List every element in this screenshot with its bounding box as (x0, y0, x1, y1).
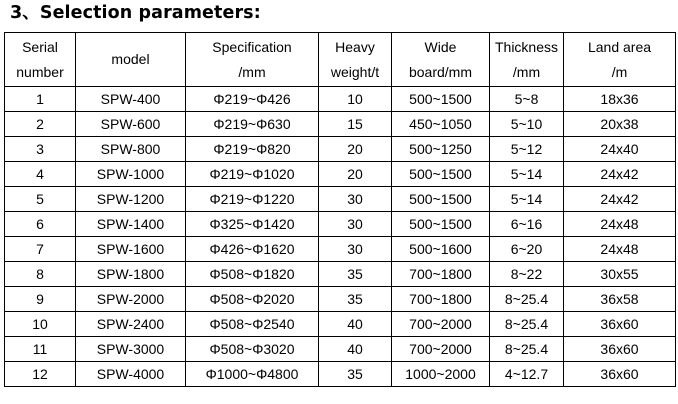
table-row (5, 212, 676, 237)
table-row (5, 362, 676, 387)
cell-heavy-weight: 40 (319, 337, 392, 362)
header-text: Specification (212, 38, 292, 55)
cell-heavy-weight: 40 (319, 312, 392, 337)
cell-model: SPW-4000 (76, 362, 186, 387)
cell-wide-board: 500~1500 (392, 87, 490, 112)
cell-heavy-weight: 35 (319, 362, 392, 387)
cell-model: SPW-2000 (76, 287, 186, 312)
cell-thickness: 6~20 (490, 237, 564, 262)
cell-wide-board: 700~2000 (392, 312, 490, 337)
cell-wide-board: 500~1500 (392, 162, 490, 187)
cell-wide-board: 500~1500 (392, 212, 490, 237)
cell-specification: Φ508~Φ3020 (186, 337, 319, 362)
cell-thickness: 5~14 (490, 187, 564, 212)
cell-heavy-weight: 35 (319, 262, 392, 287)
cell-specification: Φ1000~Φ4800 (186, 362, 319, 387)
cell-wide-board: 500~1500 (392, 187, 490, 212)
header-heavy-weight (319, 33, 392, 87)
cell-model: SPW-2400 (76, 312, 186, 337)
cell-land-area: 36x60 (564, 312, 676, 337)
header-text: Heavy (335, 38, 375, 55)
cell-thickness: 5~8 (490, 87, 564, 112)
cell-heavy-weight: 30 (319, 187, 392, 212)
header-thickness (490, 33, 564, 87)
header-wide-board (392, 33, 490, 87)
cell-serial-number: 3 (5, 137, 76, 162)
cell-wide-board: 500~1250 (392, 137, 490, 162)
header-text: Serial (22, 38, 58, 55)
cell-land-area: 24x42 (564, 187, 676, 212)
cell-wide-board: 1000~2000 (392, 362, 490, 387)
cell-wide-board: 700~2000 (392, 337, 490, 362)
cell-specification: Φ426~Φ1620 (186, 237, 319, 262)
cell-land-area: 18x36 (564, 87, 676, 112)
header-text: /mm (238, 63, 266, 80)
header-land-area (564, 33, 676, 87)
cell-land-area: 36x58 (564, 287, 676, 312)
table-row (5, 187, 676, 212)
cell-specification: Φ325~Φ1420 (186, 212, 319, 237)
table-row (5, 237, 676, 262)
cell-model: SPW-3000 (76, 337, 186, 362)
cell-model: SPW-600 (76, 112, 186, 137)
cell-heavy-weight: 10 (319, 87, 392, 112)
table-row (5, 162, 676, 187)
cell-thickness: 5~14 (490, 162, 564, 187)
table-row (5, 337, 676, 362)
cell-specification: Φ219~Φ820 (186, 137, 319, 162)
cell-specification: Φ219~Φ1020 (186, 162, 319, 187)
header-text: board/mm (408, 63, 473, 80)
cell-heavy-weight: 35 (319, 287, 392, 312)
cell-specification: Φ508~Φ2020 (186, 287, 319, 312)
cell-land-area: 24x40 (564, 137, 676, 162)
cell-specification: Φ219~Φ426 (186, 87, 319, 112)
cell-model: SPW-800 (76, 137, 186, 162)
cell-model: SPW-1000 (76, 162, 186, 187)
cell-thickness: 8~25.4 (490, 287, 564, 312)
header-text: /m (611, 63, 628, 80)
selection-parameters-table (4, 32, 676, 387)
section-heading: 3、Selection parameters: (10, 3, 261, 23)
cell-specification: Φ219~Φ1220 (186, 187, 319, 212)
cell-model: SPW-1200 (76, 187, 186, 212)
cell-wide-board: 700~1800 (392, 287, 490, 312)
cell-serial-number: 12 (5, 362, 76, 387)
cell-thickness: 8~25.4 (490, 337, 564, 362)
cell-serial-number: 8 (5, 262, 76, 287)
cell-thickness: 4~12.7 (490, 362, 564, 387)
table-row (5, 287, 676, 312)
table-body (5, 87, 676, 387)
header-text: Thickness (494, 38, 559, 55)
header-specification (186, 33, 319, 87)
cell-specification: Φ219~Φ630 (186, 112, 319, 137)
header-text: number (16, 63, 64, 80)
cell-heavy-weight: 30 (319, 212, 392, 237)
cell-serial-number: 7 (5, 237, 76, 262)
cell-thickness: 5~10 (490, 112, 564, 137)
cell-heavy-weight: 20 (319, 137, 392, 162)
cell-land-area: 24x48 (564, 212, 676, 237)
cell-model: SPW-1800 (76, 262, 186, 287)
header-text: Wide (424, 38, 457, 55)
header-serial-number (5, 33, 76, 87)
header-text: /mm (512, 63, 541, 80)
cell-wide-board: 500~1600 (392, 237, 490, 262)
cell-land-area: 36x60 (564, 337, 676, 362)
cell-land-area: 24x42 (564, 162, 676, 187)
cell-serial-number: 11 (5, 337, 76, 362)
cell-thickness: 8~22 (490, 262, 564, 287)
cell-specification: Φ508~Φ2540 (186, 312, 319, 337)
table-row (5, 262, 676, 287)
cell-model: SPW-1400 (76, 212, 186, 237)
cell-heavy-weight: 20 (319, 162, 392, 187)
cell-serial-number: 1 (5, 87, 76, 112)
cell-land-area: 20x38 (564, 112, 676, 137)
table-header (5, 33, 676, 87)
cell-serial-number: 2 (5, 112, 76, 137)
cell-model: SPW-1600 (76, 237, 186, 262)
cell-wide-board: 450~1050 (392, 112, 490, 137)
table-row (5, 312, 676, 337)
header-model (76, 33, 186, 87)
cell-heavy-weight: 15 (319, 112, 392, 137)
cell-land-area: 24x48 (564, 237, 676, 262)
header-text: model (111, 51, 150, 67)
cell-wide-board: 700~1800 (392, 262, 490, 287)
cell-thickness: 5~12 (490, 137, 564, 162)
cell-land-area: 36x60 (564, 362, 676, 387)
cell-thickness: 6~16 (490, 212, 564, 237)
cell-land-area: 30x55 (564, 262, 676, 287)
table-row (5, 87, 676, 112)
cell-serial-number: 4 (5, 162, 76, 187)
cell-heavy-weight: 30 (319, 237, 392, 262)
cell-specification: Φ508~Φ1820 (186, 262, 319, 287)
cell-serial-number: 6 (5, 212, 76, 237)
table-row (5, 137, 676, 162)
header-row (5, 33, 676, 87)
cell-model: SPW-400 (76, 87, 186, 112)
cell-serial-number: 9 (5, 287, 76, 312)
table-row (5, 112, 676, 137)
header-text: Land area (587, 38, 652, 55)
cell-serial-number: 10 (5, 312, 76, 337)
cell-thickness: 8~25.4 (490, 312, 564, 337)
header-text: weight/t (330, 63, 380, 80)
cell-serial-number: 5 (5, 187, 76, 212)
